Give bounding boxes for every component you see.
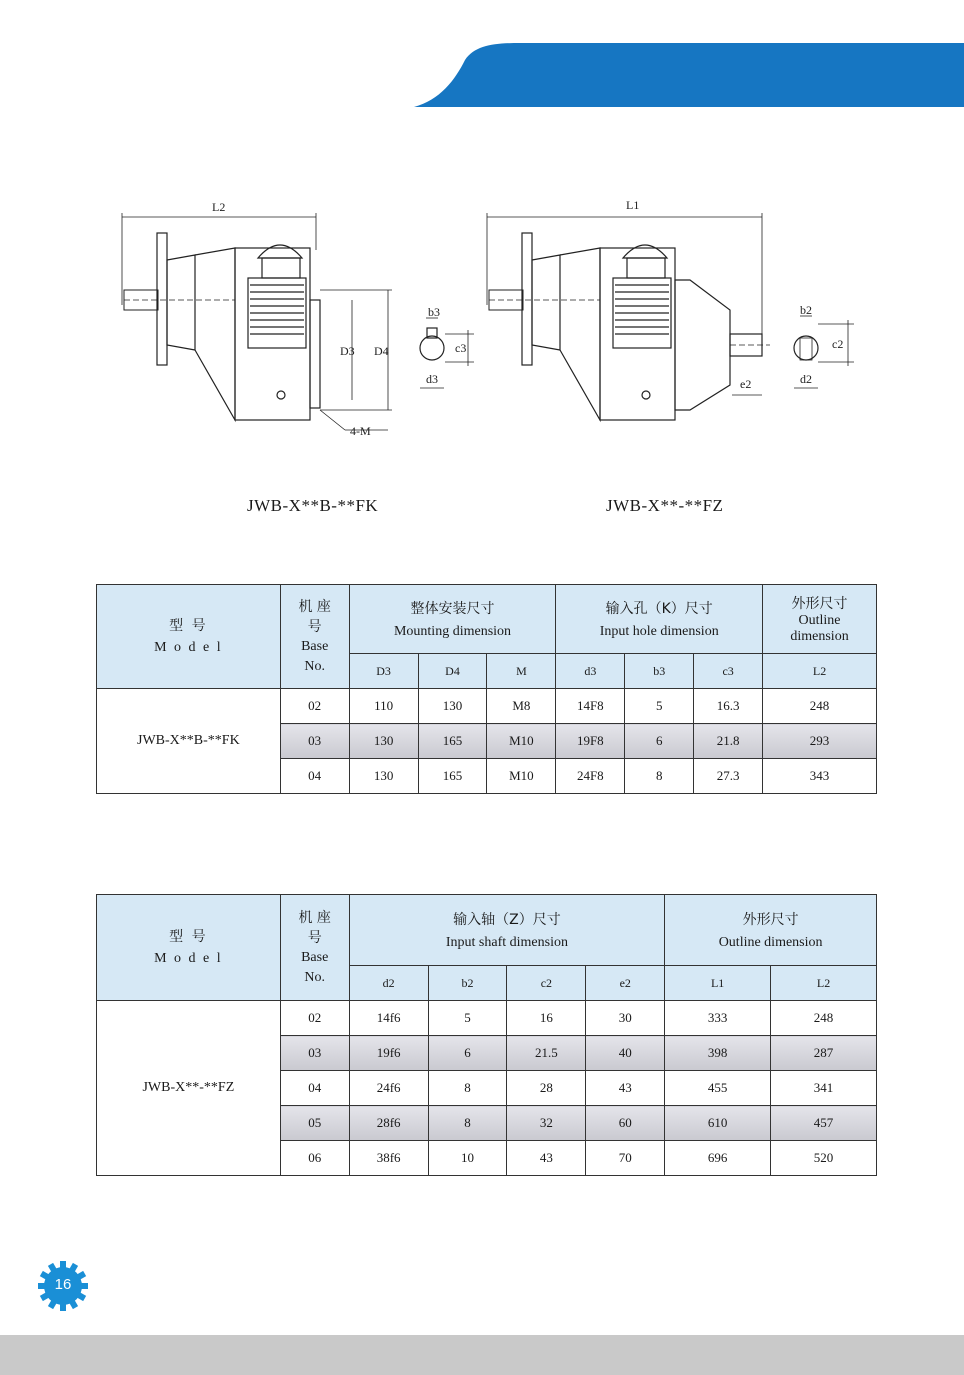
cell: 130 — [349, 724, 418, 759]
model-name: JWB-X**-**FZ — [97, 1001, 281, 1176]
table-row — [97, 1001, 877, 1036]
base-header: 机 座 号 Base No. — [280, 895, 349, 1001]
cell: 343 — [763, 759, 877, 794]
input-shaft-header: 输入轴（Z）尺寸 Input shaft dimension — [349, 895, 665, 966]
base-header: 机 座 号 Base No. — [280, 585, 349, 689]
dim-L2: L2 — [212, 200, 226, 214]
cell: 10 — [428, 1141, 507, 1176]
col-c2: c2 — [507, 966, 586, 1001]
col-D4: D4 — [418, 654, 487, 689]
col-b3: b3 — [625, 654, 694, 689]
cell: 32 — [507, 1106, 586, 1141]
cell: 248 — [763, 689, 877, 724]
col-e2: e2 — [586, 966, 665, 1001]
mounting-header: 整体安装尺寸 Mounting dimension — [349, 585, 556, 654]
cell: 5 — [625, 689, 694, 724]
cell: 287 — [771, 1036, 877, 1071]
cell: M10 — [487, 724, 556, 759]
cell: 19f6 — [349, 1036, 428, 1071]
cell: M8 — [487, 689, 556, 724]
model-header: 型 号 M o d e l — [97, 895, 281, 1001]
technical-drawings — [0, 180, 964, 480]
cell: 110 — [349, 689, 418, 724]
dim-b2: b2 — [800, 303, 812, 317]
page-number: 16 — [54, 1276, 72, 1293]
cell: 293 — [763, 724, 877, 759]
cell: 165 — [418, 724, 487, 759]
model-name: JWB-X**B-**FK — [97, 689, 281, 794]
cell: 5 — [428, 1001, 507, 1036]
cell: 16 — [507, 1001, 586, 1036]
cell: 03 — [280, 1036, 349, 1071]
dim-4M: 4-M — [350, 424, 371, 438]
cell: 19F8 — [556, 724, 625, 759]
cell: 60 — [586, 1106, 665, 1141]
cell: 16.3 — [694, 689, 763, 724]
cell: 14f6 — [349, 1001, 428, 1036]
cell: 02 — [280, 689, 349, 724]
input-hole-header: 输入孔（K）尺寸 Input hole dimension — [556, 585, 763, 654]
cell: 457 — [771, 1106, 877, 1141]
col-c3: c3 — [694, 654, 763, 689]
cell: 04 — [280, 1071, 349, 1106]
cell: 43 — [586, 1071, 665, 1106]
cell: 24F8 — [556, 759, 625, 794]
table-fk — [96, 584, 877, 794]
cell: 70 — [586, 1141, 665, 1176]
cell: 28f6 — [349, 1106, 428, 1141]
cell: 248 — [771, 1001, 877, 1036]
table-row — [97, 689, 877, 724]
cell: 24f6 — [349, 1071, 428, 1106]
cell: 38f6 — [349, 1141, 428, 1176]
col-L1: L1 — [665, 966, 771, 1001]
cell: 6 — [625, 724, 694, 759]
cell: 610 — [665, 1106, 771, 1141]
cell: 333 — [665, 1001, 771, 1036]
outline-header: 外形尺寸 Outline dimension — [763, 585, 877, 654]
col-d3: d3 — [556, 654, 625, 689]
drawing-fz — [487, 198, 854, 420]
cell: 40 — [586, 1036, 665, 1071]
cell: 06 — [280, 1141, 349, 1176]
cell: 43 — [507, 1141, 586, 1176]
bottom-strip — [0, 1335, 964, 1375]
cell: 21.5 — [507, 1036, 586, 1071]
outline-header: 外形尺寸 Outline dimension — [665, 895, 877, 966]
col-b2: b2 — [428, 966, 507, 1001]
dim-e2: e2 — [740, 377, 752, 391]
cell: 398 — [665, 1036, 771, 1071]
cell: M10 — [487, 759, 556, 794]
caption-fz: JWB-X**-**FZ — [606, 496, 724, 515]
cell: 130 — [418, 689, 487, 724]
cell: 455 — [665, 1071, 771, 1106]
cell: 8 — [428, 1071, 507, 1106]
dim-d2: d2 — [800, 372, 812, 386]
model-header: 型 号 M o d e l — [97, 585, 281, 689]
dim-c2: c2 — [832, 337, 844, 351]
cell: 14F8 — [556, 689, 625, 724]
cell: 04 — [280, 759, 349, 794]
cell: 03 — [280, 724, 349, 759]
cell: 8 — [428, 1106, 507, 1141]
dim-c3: c3 — [455, 341, 467, 355]
dim-D3: D3 — [340, 344, 355, 358]
dim-D4: D4 — [374, 344, 389, 358]
cell: 02 — [280, 1001, 349, 1036]
cell: 165 — [418, 759, 487, 794]
cell: 6 — [428, 1036, 507, 1071]
cell: 05 — [280, 1106, 349, 1141]
dim-d3: d3 — [426, 372, 438, 386]
col-L2: L2 — [771, 966, 877, 1001]
cell: 30 — [586, 1001, 665, 1036]
col-L2: L2 — [763, 654, 877, 689]
col-M: M — [487, 654, 556, 689]
col-d2: d2 — [349, 966, 428, 1001]
caption-fk: JWB-X**B-**FK — [247, 496, 379, 515]
cell: 341 — [771, 1071, 877, 1106]
drawing-fk — [122, 200, 474, 438]
dim-b3: b3 — [428, 305, 440, 319]
cell: 520 — [771, 1141, 877, 1176]
cell: 27.3 — [694, 759, 763, 794]
cell: 130 — [349, 759, 418, 794]
cell: 28 — [507, 1071, 586, 1106]
cell: 21.8 — [694, 724, 763, 759]
table-fz — [96, 894, 877, 1176]
dim-L1: L1 — [626, 198, 640, 212]
cell: 8 — [625, 759, 694, 794]
cell: 696 — [665, 1141, 771, 1176]
col-D3: D3 — [349, 654, 418, 689]
